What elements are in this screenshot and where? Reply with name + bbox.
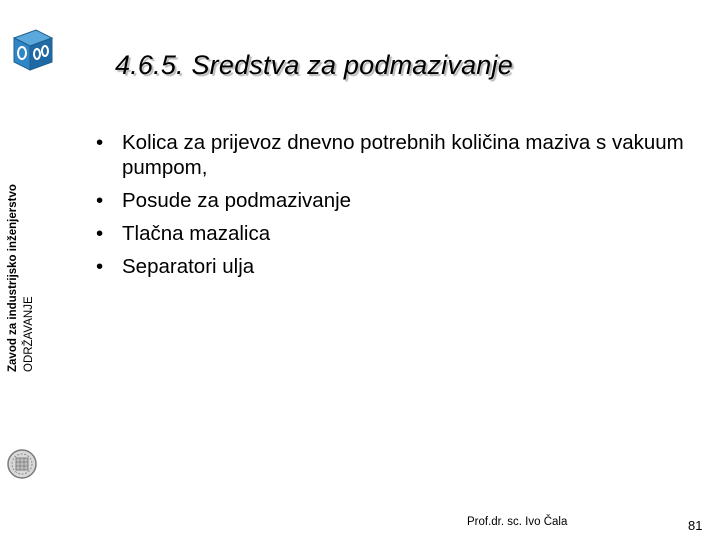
bullet-item: • Separatori ulja	[92, 254, 692, 279]
author-name: Prof.dr. sc. Ivo Čala	[467, 516, 568, 528]
slide-title: 4.6.5. Sredstva za podmazivanje	[115, 50, 513, 80]
bullet-list	[92, 130, 692, 287]
bullet-item: • Tlačna mazalica	[92, 221, 692, 246]
page-number: 81	[688, 518, 703, 533]
course-name: ODRŽAVANJE	[23, 296, 35, 372]
cube-logo-icon	[6, 24, 56, 74]
org-name: Zavod za industrijsko inženjerstvo	[7, 184, 19, 372]
university-seal-icon	[6, 444, 38, 484]
bullet-item: • Kolica za prijevoz dnevno potrebnih količina maziva s vakuum pumpom,	[92, 130, 692, 180]
bullet-item: • Posude za podmazivanje	[92, 188, 692, 213]
sidebar-text	[6, 132, 36, 372]
